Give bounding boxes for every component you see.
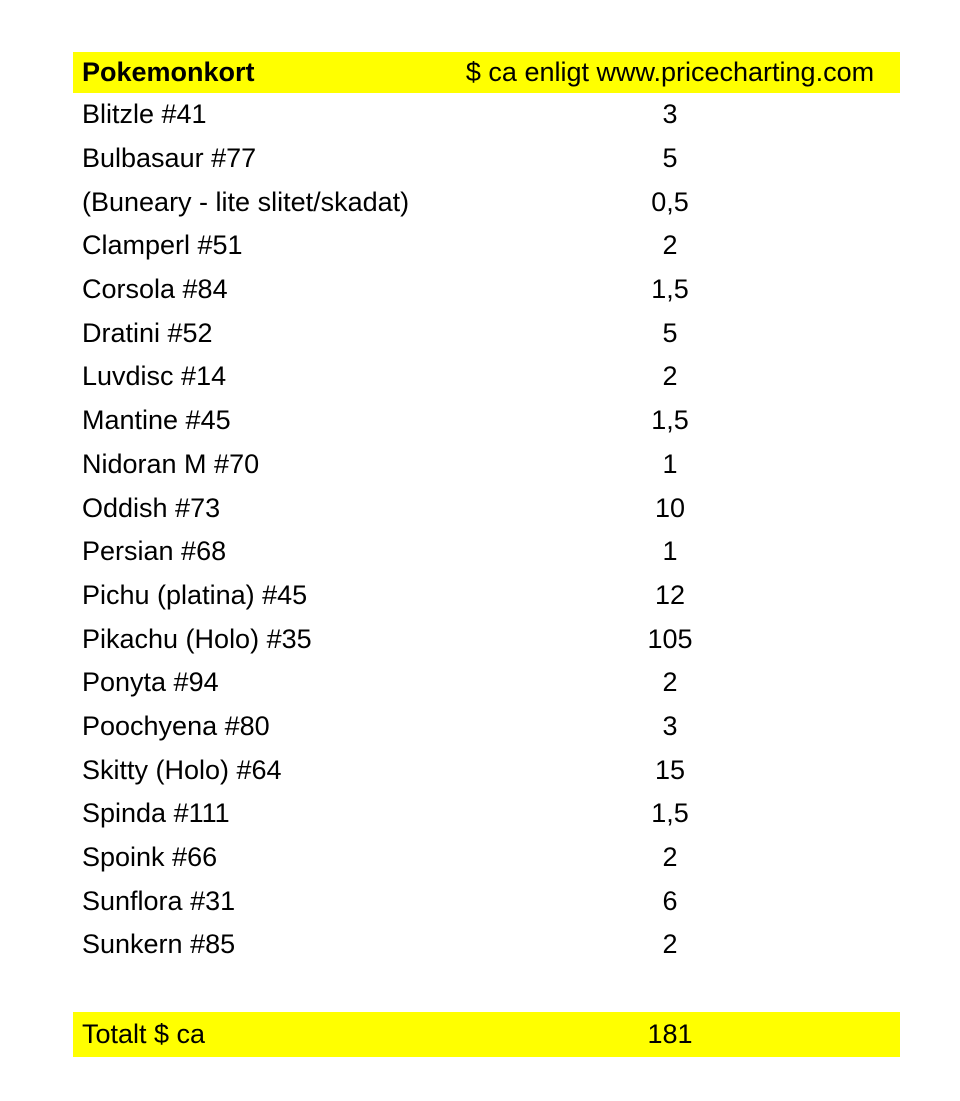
card-price: 2 — [662, 361, 678, 392]
table-header-row — [73, 52, 900, 93]
card-name: Spoink #66 — [82, 842, 218, 873]
table-row — [73, 748, 900, 792]
card-name: Pichu (platina) #45 — [82, 579, 308, 610]
card-name: (Buneary - lite slitet/skadat) — [82, 186, 410, 217]
card-price: 1,5 — [651, 405, 689, 436]
table-row — [73, 530, 900, 574]
table-row — [73, 836, 900, 880]
card-price: 10 — [654, 492, 686, 523]
table-row — [73, 443, 900, 487]
table-row — [73, 268, 900, 312]
table-footer-row — [73, 1012, 900, 1057]
table-row — [73, 705, 900, 749]
header-title: Pokemonkort — [82, 57, 255, 87]
card-name: Mantine #45 — [82, 405, 231, 436]
card-name: Persian #68 — [82, 536, 227, 567]
card-price: 105 — [647, 623, 693, 654]
card-price: 3 — [662, 710, 678, 741]
card-price: 15 — [654, 754, 686, 785]
total-label: Totalt $ ca — [82, 1018, 206, 1049]
card-price: 0,5 — [651, 186, 689, 217]
card-price: 5 — [662, 143, 678, 174]
card-name: Poochyena #80 — [82, 710, 270, 741]
card-price: 3 — [662, 99, 678, 130]
table-row — [73, 617, 900, 661]
card-name: Skitty (Holo) #64 — [82, 754, 282, 785]
card-price: 12 — [654, 579, 686, 610]
card-price: 6 — [662, 885, 678, 916]
card-name: Sunflora #31 — [82, 885, 236, 916]
total-value: 181 — [647, 1018, 693, 1049]
card-name: Luvdisc #14 — [82, 361, 227, 392]
table-row — [73, 879, 900, 923]
table-body — [73, 93, 900, 967]
table-row — [73, 224, 900, 268]
card-price: 1,5 — [651, 798, 689, 829]
card-name: Spinda #111 — [82, 798, 230, 829]
header-price-source: $ ca enligt www.pricecharting.com — [465, 57, 875, 87]
card-price: 5 — [662, 317, 678, 348]
card-price: 2 — [662, 667, 678, 698]
card-name: Sunkern #85 — [82, 929, 236, 960]
card-price: 2 — [662, 929, 678, 960]
table-row — [73, 574, 900, 618]
table-row — [73, 923, 900, 967]
table-row — [73, 661, 900, 705]
card-price: 1,5 — [651, 274, 689, 305]
card-name: Dratini #52 — [82, 317, 213, 348]
card-price: 2 — [662, 230, 678, 261]
card-price: 1 — [662, 536, 678, 567]
card-name: Nidoran M #70 — [82, 448, 260, 479]
spacer-row — [73, 967, 900, 1012]
card-price: 1 — [662, 448, 678, 479]
card-name: Blitzle #41 — [82, 99, 207, 130]
table-row — [73, 399, 900, 443]
table-row — [73, 137, 900, 181]
price-table — [73, 52, 900, 1057]
table-row — [73, 311, 900, 355]
card-name: Clamperl #51 — [82, 230, 243, 261]
table-row — [73, 792, 900, 836]
table-row — [73, 486, 900, 530]
card-price: 2 — [662, 842, 678, 873]
table-row — [73, 355, 900, 399]
card-name: Bulbasaur #77 — [82, 143, 257, 174]
card-name: Corsola #84 — [82, 274, 228, 305]
card-name: Oddish #73 — [82, 492, 221, 523]
table-row — [73, 180, 900, 224]
table-row — [73, 93, 900, 137]
card-name: Pikachu (Holo) #35 — [82, 623, 312, 654]
card-name: Ponyta #94 — [82, 667, 219, 698]
